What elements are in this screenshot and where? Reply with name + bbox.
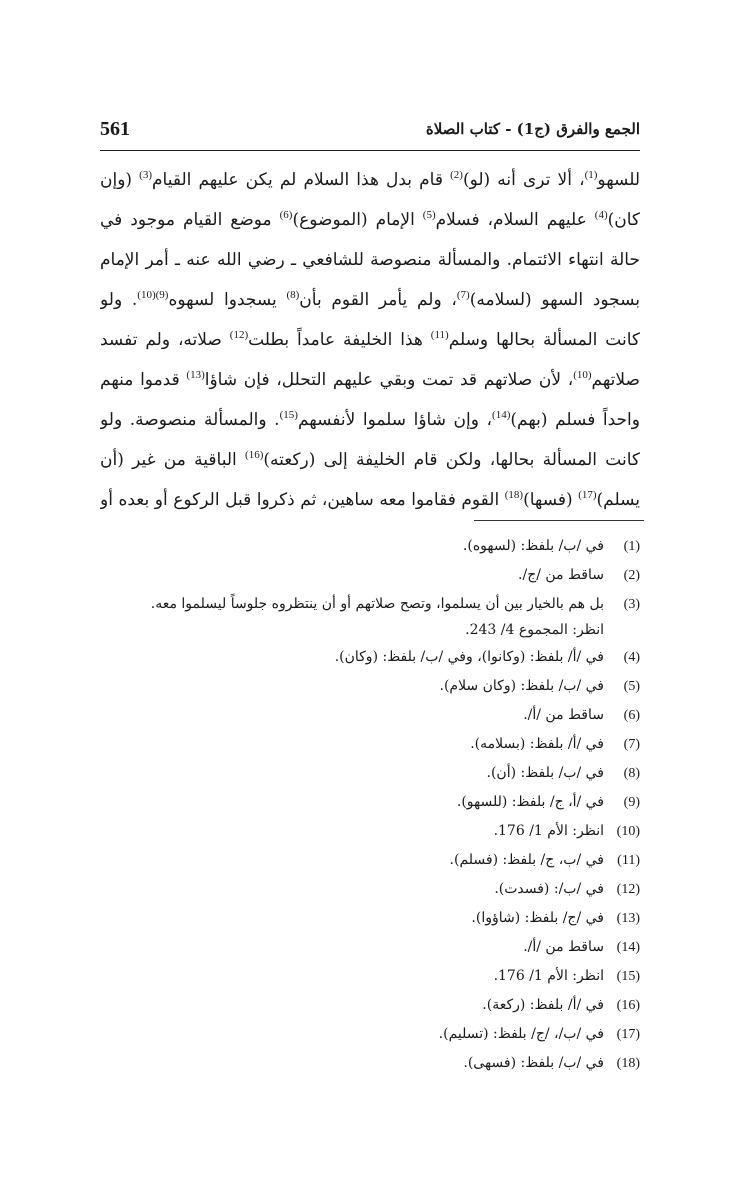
text-segment: واحداً فسلم (بهم) <box>510 410 640 430</box>
footnote-text: في /ب، ج/ بلفظ: (فسلم). <box>449 852 604 868</box>
text-segment: كان) <box>607 210 640 230</box>
footnote-text: ساقط من /أ/. <box>523 939 604 955</box>
footnote-number: (13) <box>616 911 640 926</box>
footnote-number: (12) <box>616 882 640 897</box>
footnote-number: (15) <box>616 969 640 984</box>
footnote-text: انظر: الأم 1/ 176. <box>493 968 604 984</box>
footnote-ref: (3) <box>139 169 153 181</box>
footnote-item <box>100 933 648 962</box>
text-segment: يسجدوا لسهوه <box>168 290 287 310</box>
text-segment: الباقية من غير (أن <box>100 450 246 470</box>
footnote-text: في /ب/: (فسدت). <box>494 881 604 897</box>
footnote-ref: (10) <box>573 369 592 381</box>
footnote-number: (6) <box>623 708 640 723</box>
footnote-text: في /ب/ بلفظ: (أن). <box>486 765 604 781</box>
text-segment: (فسها) <box>523 490 579 510</box>
text-line <box>100 280 640 320</box>
footnote-number: (9) <box>623 795 640 810</box>
text-segment: يسلم) <box>596 490 640 510</box>
footnote-number: (10) <box>616 824 640 839</box>
footnote-item <box>100 1049 648 1078</box>
footnote-item <box>100 991 648 1020</box>
footnote-number: (1) <box>623 539 640 554</box>
text-line <box>100 440 640 480</box>
footnote-text: في /ج/ بلفظ: (شاؤوا). <box>471 910 604 926</box>
footnote-ref: (2) <box>450 169 463 181</box>
text-segment: قام بدل هذا السلام لم يكن عليهم القيام <box>152 170 451 190</box>
footnote-continuation: انظر: المجموع 4/ 243. <box>465 622 604 638</box>
text-line <box>100 320 640 360</box>
footnote-number: (3) <box>623 597 640 612</box>
text-segment: صلاتهم <box>591 370 640 390</box>
running-title: الجمع والفرق (ج1) - كتاب الصلاة <box>425 120 640 138</box>
main-text <box>100 160 640 520</box>
text-segment: القوم فقاموا معه ساهين، ثم ذكروا قبل الركوع أو بعده أو <box>100 490 505 510</box>
text-segment: عليهم السلام، فسلام <box>435 210 595 230</box>
footnote-ref: (12) <box>229 329 249 341</box>
text-segment: ، لأن صلاتهم قد تمت وبقي عليهم التحلل، فإن شاؤا <box>204 370 574 390</box>
text-segment: ، وإن شاؤا سلموا لأنفسهم <box>297 410 493 430</box>
text-segment: حالة انتهاء الائتمام. والمسألة منصوصة للشافعي ـ رضي الله عنه ـ أمر الإمام <box>100 250 640 270</box>
text-segment: كانت المسألة بحالها، ولكن قام الخليفة إلى (ركعته) <box>263 450 640 470</box>
footnotes-list <box>100 532 648 1078</box>
footnote-ref: (8) <box>286 289 300 301</box>
footnote-text: في /ب/، /ج/ بلفظ: (تسليم). <box>438 1026 604 1042</box>
footnote-ref: (16) <box>245 449 264 461</box>
footnote-text: في /ب/ بلفظ: (وكان سلام). <box>439 678 604 694</box>
footnote-text: في /ب/ بلفظ: (فسهى). <box>463 1055 604 1071</box>
text-segment: كانت المسألة بحالها وسلم <box>448 330 640 350</box>
footnote-item <box>100 643 648 672</box>
footnote-ref: (9) <box>155 289 169 301</box>
footnote-text: في /أ/ بلفظ: (وكانوا)، وفي /ب/ بلفظ: (وكان). <box>334 649 604 665</box>
footnote-ref: (5) <box>422 209 436 221</box>
footnote-text: في /أ/ بلفظ: (ركعة). <box>482 997 604 1013</box>
footnote-number: (7) <box>623 737 640 752</box>
footnote-item <box>100 561 648 590</box>
footnote-ref: (18) <box>504 489 524 501</box>
footnote-ref: (14) <box>492 409 511 421</box>
footnote-number: (16) <box>616 998 640 1013</box>
footnote-item <box>100 759 648 788</box>
footnote-text: في /ب/ بلفظ: (لسهوه). <box>462 538 604 554</box>
footnote-item <box>100 846 648 875</box>
footnote-item <box>100 590 648 643</box>
footnote-number: (8) <box>623 766 640 781</box>
text-segment: . والمسألة منصوصة. ولو <box>100 410 280 430</box>
footnote-ref: (15) <box>279 409 298 421</box>
page-number: 561 <box>100 118 130 140</box>
footnote-item <box>100 730 648 759</box>
text-line <box>100 160 640 200</box>
footnote-item <box>100 701 648 730</box>
footnote-number: (14) <box>616 940 640 955</box>
text-segment: للسهو <box>597 170 640 190</box>
text-segment: بسجود السهو (لسلامه) <box>469 290 640 310</box>
text-line <box>100 240 640 280</box>
text-segment: صلاته، ولم تفسد <box>100 330 230 350</box>
footnote-divider <box>474 520 644 521</box>
text-segment: قدموا منهم <box>100 370 187 390</box>
footnote-ref: (4) <box>594 209 608 221</box>
text-segment: هذا الخليفة عامداً بطلت <box>248 330 431 350</box>
footnote-ref: (10) <box>137 289 156 301</box>
text-line <box>100 400 640 440</box>
footnote-item <box>100 962 648 991</box>
footnote-ref: (6) <box>279 209 293 221</box>
footnote-item <box>100 904 648 933</box>
footnote-text: في /أ، ج/ بلفظ: (للسهو). <box>456 794 604 810</box>
footnote-number: (11) <box>617 853 640 868</box>
text-line <box>100 360 640 400</box>
footnote-ref: (1) <box>584 169 598 181</box>
footnote-item <box>100 672 648 701</box>
footnote-number: (5) <box>623 679 640 694</box>
footnote-number: (2) <box>623 568 640 583</box>
footnote-item <box>100 788 648 817</box>
footnote-number: (4) <box>623 650 640 665</box>
footnote-number: (18) <box>616 1056 640 1071</box>
page-header <box>100 116 640 151</box>
footnote-ref: (17) <box>578 489 597 501</box>
footnote-number: (17) <box>616 1027 640 1042</box>
footnote-text: ساقط من /ج/. <box>518 567 604 583</box>
text-segment: . ولو <box>100 290 138 310</box>
footnote-item <box>100 532 648 561</box>
text-segment: موضع القيام موجود في <box>100 210 280 230</box>
footnote-ref: (7) <box>456 289 470 301</box>
text-segment: الإمام (الموضوع) <box>292 210 423 230</box>
footnote-text: بل هم بالخيار بين أن يسلموا، وتصح صلاتهم أو أن ينتظروه جلوساً ليسلموا معه. <box>150 596 604 612</box>
text-segment: (وإن <box>100 170 140 190</box>
footnote-item <box>100 817 648 846</box>
footnote-ref: (13) <box>186 369 205 381</box>
footnote-text: ساقط من /أ/. <box>523 707 604 723</box>
footnote-ref: (11) <box>430 329 449 341</box>
text-segment: ، ولم يأمر القوم بأن <box>299 290 457 310</box>
text-line <box>100 480 640 520</box>
footnote-text: انظر: الأم 1/ 176. <box>493 823 604 839</box>
footnote-item <box>100 1020 648 1049</box>
footnote-item <box>100 875 648 904</box>
text-segment: ، ألا ترى أنه (لو) <box>462 170 585 190</box>
text-line <box>100 200 640 240</box>
footnote-text: في /أ/ بلفظ: (بسلامه). <box>470 736 604 752</box>
